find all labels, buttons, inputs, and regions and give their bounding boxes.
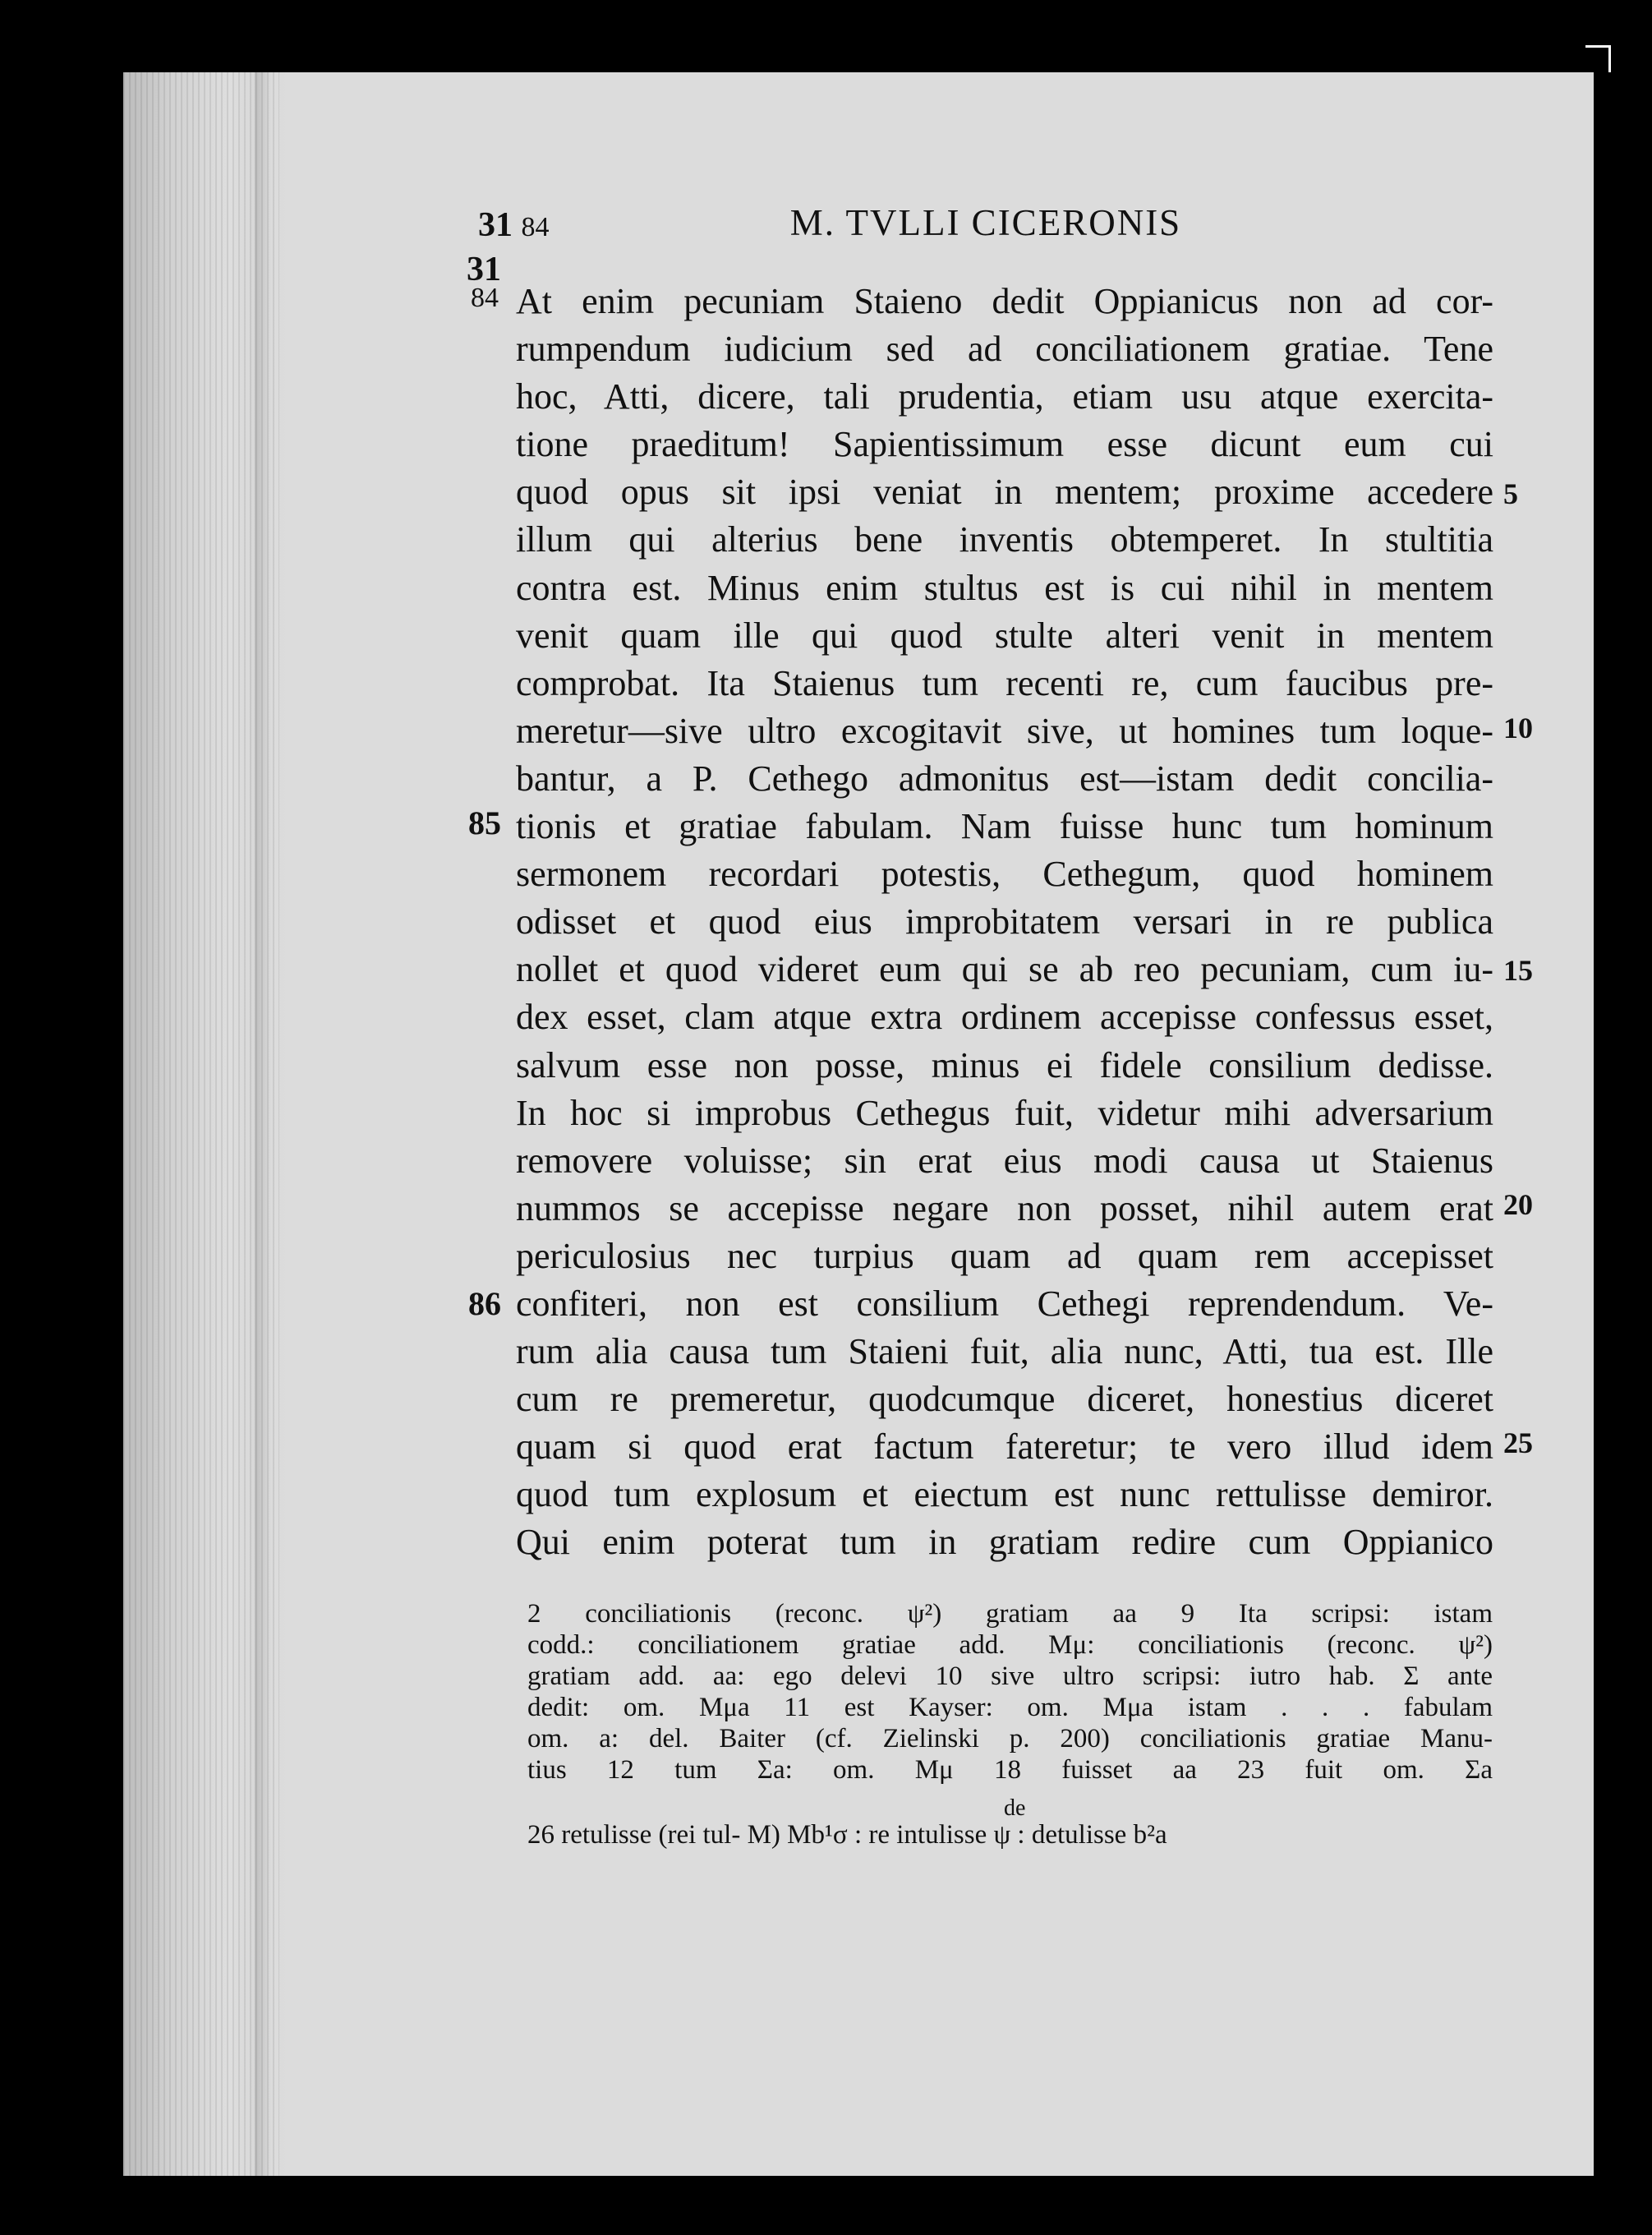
text-line: In hoc si improbus Cethegus fuit, videtur mihi adversarium xyxy=(516,1092,1493,1133)
text-line: dex esset, clam atque extra ordinem accepisse confessus esset, xyxy=(516,997,1493,1038)
critical-apparatus xyxy=(527,1598,1493,1786)
text-line: quod opus sit ipsi veniat in mentem; proxime accedere xyxy=(516,472,1493,513)
line-number: 10 xyxy=(1503,712,1533,744)
line-number: 25 xyxy=(1503,1426,1533,1459)
text-line: meretur—sive ultro excogitavit sive, ut homines tum loque- xyxy=(516,710,1493,751)
text-line: nummos se accepisse negare non posset, nihil autem erat xyxy=(516,1187,1493,1228)
text-line: contra est. Minus enim stultus est is cui nihil in mentem xyxy=(516,567,1493,608)
text-line: odisset et quod eius improbitatem versari in re publica xyxy=(516,901,1493,942)
text-line: illum qui alterius bene inventis obtemperet. In stultitia xyxy=(516,519,1493,560)
text-line: confiteri, non est consilium Cethegi reprendendum. Ve- xyxy=(516,1283,1493,1324)
apparatus-line: gratiam add. aa: ego delevi 10 sive ultro scripsi: iutro hab. Σ ante xyxy=(527,1661,1493,1691)
text-line: periculosius nec turpius quam ad quam rem accepisset xyxy=(516,1235,1493,1276)
text-line: quam si quod erat factum fateretur; te vero illud idem xyxy=(516,1426,1493,1468)
line-number: 15 xyxy=(1503,954,1533,987)
running-head: M. TVLLI CICERONIS xyxy=(789,202,1182,243)
margin-subsection: 84 xyxy=(471,283,499,313)
apparatus-line: tius 12 tum Σa: om. Mμ 18 fuisset aa 23 fuit om. Σa xyxy=(527,1755,1493,1785)
header-section-number: 31 84 xyxy=(478,206,550,244)
text-line: hoc, Atti, dicere, tali prudentia, etiam usu atque exercita- xyxy=(516,376,1493,417)
text-line: tionis et gratiae fabulam. Nam fuisse hunc tum hominum xyxy=(516,806,1493,847)
page-gutter-shadow xyxy=(255,72,271,2176)
apparatus-final-line: 26 retulisse (rei tul- M) Mb¹σ : re intulisse ψ : detulisse b²a xyxy=(527,1820,1167,1850)
text-line: comprobat. Ita Staienus tum recenti re, cum faucibus pre- xyxy=(516,662,1493,703)
text-line: cum re premeretur, quodcumque diceret, honestius diceret xyxy=(516,1379,1493,1420)
header xyxy=(476,201,1495,251)
apparatus-line: codd.: conciliationem gratiae add. Mμ: conciliationis (reconc. ψ²) xyxy=(527,1630,1493,1660)
text-line: sermonem recordari potestis, Cethegum, quod hominem xyxy=(516,854,1493,895)
text-line: rumpendum iudicium sed ad conciliationem gratiae. Tene xyxy=(516,329,1493,370)
text-line: nollet et quod videret eum qui se ab reo pecuniam, cum iu- xyxy=(516,949,1493,990)
apparatus-superscript: de xyxy=(1004,1795,1026,1821)
text-line: quod tum explosum et eiectum est nunc rettulisse demiror. xyxy=(516,1474,1493,1515)
main-text xyxy=(516,278,1493,1567)
line-number: 5 xyxy=(1503,477,1518,510)
text-line: bantur, a P. Cethego admonitus est—istam dedit concilia- xyxy=(516,758,1493,799)
text-line: salvum esse non posse, minus ei fidele consilium dedisse. xyxy=(516,1044,1493,1085)
margin-section-86: 86 xyxy=(468,1285,501,1322)
scan-corner-mark xyxy=(1585,45,1611,72)
apparatus-line: dedit: om. Mμa 11 est Kayser: om. Mμa istam . . . fabulam xyxy=(527,1693,1493,1722)
text-line: At enim pecuniam Staieno dedit Oppianicus non ad cor- xyxy=(516,281,1493,321)
line-number: 20 xyxy=(1503,1188,1533,1221)
text-line: removere voluisse; sin erat eius modi causa ut Staienus xyxy=(516,1140,1493,1181)
text-line: venit quam ille qui quod stulte alteri venit in mentem xyxy=(516,615,1493,656)
apparatus-line: om. a: del. Baiter (cf. Zielinski p. 200) conciliationis gratiae Manu- xyxy=(527,1724,1493,1753)
text-line: Qui enim poterat tum in gratiam redire cum Oppianico xyxy=(516,1522,1493,1563)
apparatus-line: 2 conciliationis (reconc. ψ²) gratiam aa 9 Ita scripsi: istam xyxy=(527,1599,1493,1629)
margin-section: 31 xyxy=(467,251,501,288)
text-line: tione praeditum! Sapientissimum esse dicunt eum cui xyxy=(516,424,1493,465)
text-line: rum alia causa tum Staieni fuit, alia nunc, Atti, tua est. Ille xyxy=(516,1331,1493,1372)
margin-section-85: 85 xyxy=(468,804,501,841)
